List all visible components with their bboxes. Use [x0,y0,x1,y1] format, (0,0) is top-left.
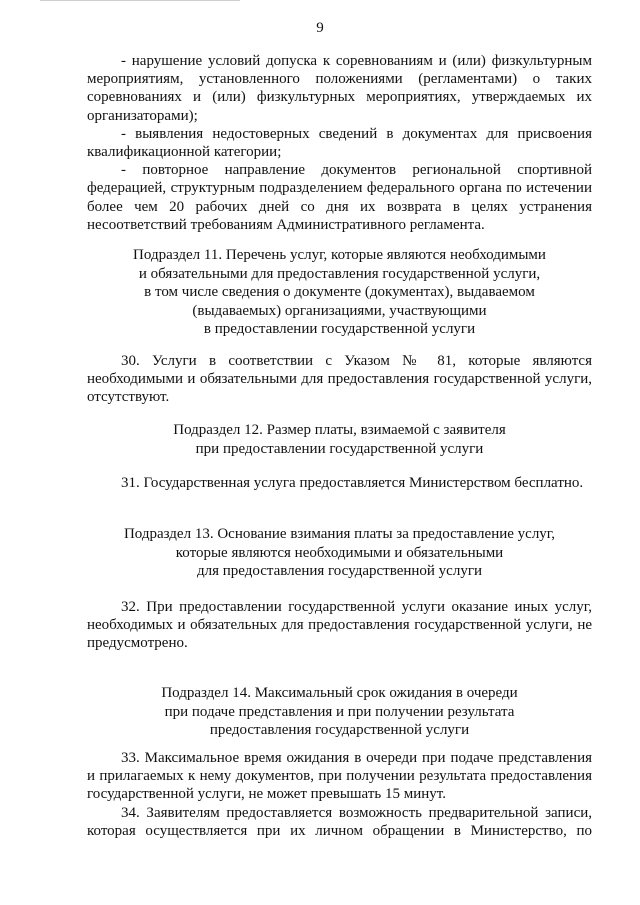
list-item: - повторное направление документов региональной спортивной федерацией, структурным подразделением федерального органа по истечении более чем 20 рабочих дней со дня их возврата в целях устранения несоответствий требованиям Административного регламента. [87,162,592,233]
paragraph-34: 34. Заявителям предоставляется возможность предварительной записи, которая осуществляется при их личном обращении в Министерство, по [87,804,592,839]
paragraph-31: 31. Государственная услуга предоставляется Министерством бесплатно. [121,475,584,491]
paragraph-30: 30. Услуги в соответствии с Указом № 81, которые являются необходимыми и обязательными для предоставления государственной услуги, отсутствуют. [87,353,592,406]
paragraph-33: 33. Максимальное время ожидания в очереди при подаче представления и прилагаемых к нему документов, при получении результата предоставления государственной услуги, не может превышать 15 минут. [87,750,592,803]
list-item: - выявления недостоверных сведений в документах для присвоения квалификационной категории; [87,125,592,161]
scan-edge-artifact [40,0,240,4]
termination-grounds-list [87,52,592,234]
subsection-13-heading: Подраздел 13. Основание взимания платы за предоставление услуг, которые являются необходимыми и обязательными для предоставления государственной услуги [123,526,556,579]
subsection-11-heading: Подраздел 11. Перечень услуг, которые являются необходимыми и обязательными для предоставления государственной услуги, в том числе сведения о документе (документах), выдаваемом (выдаваемых) организациями, участвующими в предоставлении государственной услуги [133,247,546,337]
page-number: 9 [316,20,324,36]
subsection-14-heading: Подраздел 14. Максимальный срок ожидания в очереди при подаче представления и при получении результата предоставления государственной услуги [161,685,518,738]
list-item: - нарушение условий допуска к соревнованиям и (или) физкультурным мероприятиям, установленного положениями (регламентами) о таких соревнованиях и (или) физкультурных мероприятиях, утверждаемых их организаторами); [87,53,592,124]
subsection-12-heading: Подраздел 12. Размер платы, взимаемой с заявителя при предоставлении государственной услуги [173,422,506,457]
paragraph-32: 32. При предоставлении государственной услуги оказание иных услуг, необходимых и обязательных для предоставления государственной услуги, не предусмотрено. [87,599,592,652]
paragraphs-33-34 [87,749,592,840]
